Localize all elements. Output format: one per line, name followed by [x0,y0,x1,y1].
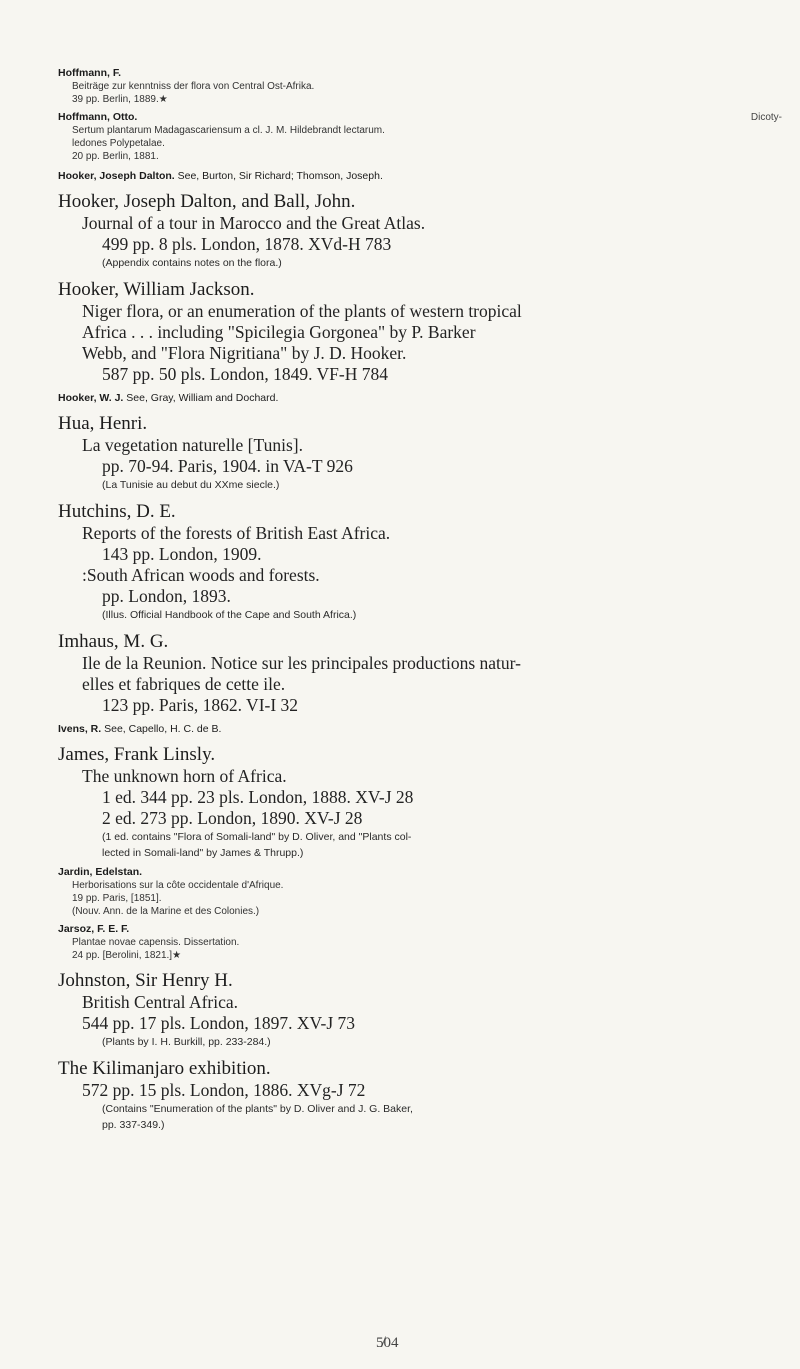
entry-note: (Plants by I. H. Burkill, pp. 233-284.) [102,1036,271,1048]
entry-hooker-wj-see [58,391,786,405]
catalog-page [58,62,786,1133]
entry-james [58,743,786,861]
entry-note-cont: pp. 337-349.) [102,1119,165,1131]
entry-hooker-jd-see [58,169,786,183]
entry-see-reference: See, Burton, Sir Richard; Thomson, Joseph. [177,170,383,182]
entry-imprint: 2 ed. 273 pp. London, 1890. XV-J 28 [102,808,363,828]
entry-imprint: 1 ed. 344 pp. 23 pls. London, 1888. XV-J 28 [102,787,414,807]
entry-title: British Central Africa. [82,992,239,1012]
entry-jarsoz [58,922,786,962]
entry-heading: James, Frank Linsly. [58,744,216,765]
entry-heading: Hoffmann, F. [58,67,121,79]
entry-heading: Hoffmann, Otto. [58,111,138,123]
entry-title: Reports of the forests of British East Africa. [82,523,391,543]
entry-imprint: pp. 70-94. Paris, 1904. in VA-T 926 [102,456,353,476]
margin-word-fragment: Dicoty- [750,112,782,123]
entry-imprint: 499 pp. 8 pls. London, 1878. XVd-H 783 [102,234,392,254]
entry-imprint: 587 pp. 50 pls. London, 1849. VF-H 784 [102,364,389,384]
entry-kilimanjaro [58,1057,786,1133]
entry-imprint: pp. London, 1893. [102,586,231,606]
entry-imhaus [58,630,786,716]
entry-title-cont: Africa . . . including "Spicilegia Gorgonea" by P. Barker [82,322,476,342]
entry-heading: Hooker, Joseph Dalton. [58,170,175,182]
entry-imprint: 143 pp. London, 1909. [102,544,262,564]
entry-heading: Jardin, Edelstan. [58,866,143,878]
entry-johnston [58,969,786,1050]
entry-title: Beiträge zur kenntniss der flora von Central Ost-Afrika. [72,81,315,92]
entry-heading: Hutchins, D. E. [58,501,176,522]
entry-heading: Johnston, Sir Henry H. [58,970,233,991]
entry-title: Niger flora, or an enumeration of the plants of western tropical [82,301,522,321]
entry-hooker-wj [58,278,786,385]
entry-hooker-jd-ball [58,190,786,271]
entry-hoffmann-f [58,66,786,106]
entry-title: The unknown horn of Africa. [82,766,287,786]
entry-heading: Jarsoz, F. E. F. [58,923,130,935]
entry-title: Herborisations sur la côte occidentale d'Afrique. [72,880,284,891]
entry-hutchins [58,500,786,623]
entry-note: (Contains "Enumeration of the plants" by D. Oliver and J. G. Baker, [102,1103,413,1115]
entry-imprint: 20 pp. Berlin, 1881. [72,151,159,162]
entry-title: Sertum plantarum Madagascariensum a cl. J. M. Hildebrandt lectarum. [72,125,385,136]
entry-note: (La Tunisie au debut du XXme siecle.) [102,479,280,491]
entry-hua [58,412,786,493]
entry-title: Ile de la Reunion. Notice sur les principales productions natur- [82,653,521,673]
entry-title: Journal of a tour in Marocco and the Great Atlas. [82,213,426,233]
entry-note: (Illus. Official Handbook of the Cape and South Africa.) [102,609,357,621]
entry-heading: Hooker, Joseph Dalton, and Ball, John. [58,191,356,212]
entry-title-cont: ledones Polypetalae. [72,138,165,149]
entry-heading: Hooker, William Jackson. [58,279,255,300]
entry-ivens-see [58,722,786,736]
entry-note: (1 ed. contains "Flora of Somali-land" by D. Oliver, and "Plants col- [102,831,412,843]
entry-hoffmann-otto [58,110,786,163]
entry-imprint: 572 pp. 15 pls. London, 1886. XVg-J 72 [82,1080,366,1100]
entry-title: La vegetation naturelle [Tunis]. [82,435,303,455]
entry-heading: Hooker, W. J. [58,392,124,404]
entry-title-cont: elles et fabriques de cette ile. [82,674,286,694]
entry-imprint: 544 pp. 17 pls. London, 1897. XV-J 73 [82,1013,356,1033]
entry-note: (Appendix contains notes on the flora.) [102,257,282,269]
entry-note: (Nouv. Ann. de la Marine et des Colonies.) [72,906,260,917]
entry-imprint: 24 pp. [Berolini, 1821.]★ [72,950,182,961]
entry-see-reference: See, Gray, William and Dochard. [126,392,279,404]
page-number: 5̸04 [376,1335,399,1351]
entry-imprint: 123 pp. Paris, 1862. VI-I 32 [102,695,299,715]
entry-note-cont: lected in Somali-land" by James & Thrupp.) [102,847,304,859]
entry-imprint: 19 pp. Paris, [1851]. [72,893,162,904]
entry-jardin [58,865,786,918]
entry-title-cont: Webb, and "Flora Nigritiana" by J. D. Hooker. [82,343,407,363]
entry-heading: Imhaus, M. G. [58,631,169,652]
entry-title: :South African woods and forests. [82,565,320,585]
entry-imprint: 39 pp. Berlin, 1889.★ [72,94,168,105]
entry-heading: The Kilimanjaro exhibition. [58,1058,271,1079]
entry-heading: Ivens, R. [58,723,102,735]
entry-see-reference: See, Capello, H. C. de B. [104,723,222,735]
entry-heading: Hua, Henri. [58,413,148,434]
entry-title: Plantae novae capensis. Dissertation. [72,937,240,948]
